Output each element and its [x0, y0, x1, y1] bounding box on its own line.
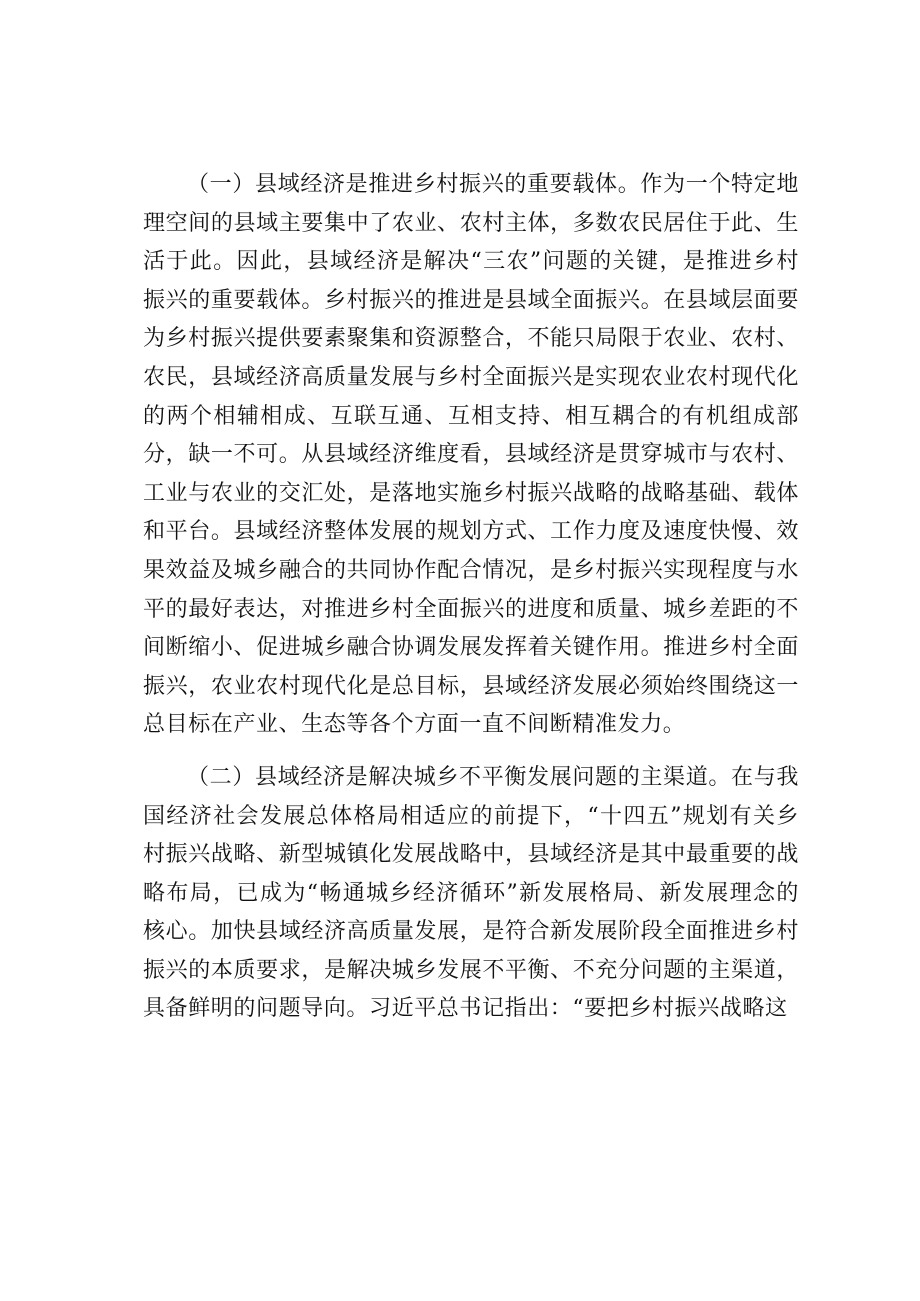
document-body	[143, 166, 799, 1029]
paragraph-county-economy-main-channel: （二）县域经济是解决城乡不平衡发展问题的主渠道。在与我国经济社会发展总体格局相适应的前提下，“十四五”规划有关乡村振兴战略、新型城镇化发展战略中，县域经济是其中最重要的战略布局，已成为“畅通城乡经济循环”新发展格局、新发展理念的核心。加快县域经济高质量发展，是符合新发展阶段全面推进乡村振兴的本质要求，是解决城乡发展不平衡、不充分问题的主渠道，具备鲜明的问题导向。习近平总书记指出：“要把乡村振兴战略这	[143, 764, 799, 1022]
paragraph-county-economy-carrier: （一）县域经济是推进乡村振兴的重要载体。作为一个特定地理空间的县域主要集中了农业、农村主体，多数农民居住于此、生活于此。因此，县域经济是解决“三农”问题的关键，是推进乡村振兴的重要载体。乡村振兴的推进是县域全面振兴。在县域层面要为乡村振兴提供要素聚集和资源整合，不能只局限于农业、农村、农民，县域经济高质量发展与乡村全面振兴是实现农业农村现代化的两个相辅相成、互联互通、互相支持、相互耦合的有机组成部分，缺一不可。从县域经济维度看，县域经济是贯穿城市与农村、工业与农业的交汇处，是落地实施乡村振兴战略的战略基础、载体和平台。县域经济整体发展的规划方式、工作力度及速度快慢、效果效益及城乡融合的共同协作配合情况，是乡村振兴实现程度与水平的最好表达，对推进乡村全面振兴的进度和质量、城乡差距的不间断缩小、促进城乡融合协调发展发挥着关键作用。推进乡村全面振兴，农业农村现代化是总目标，县域经济发展必须始终围绕这一总目标在产业、生态等各个方面一直不间断精准发力。	[143, 172, 799, 738]
